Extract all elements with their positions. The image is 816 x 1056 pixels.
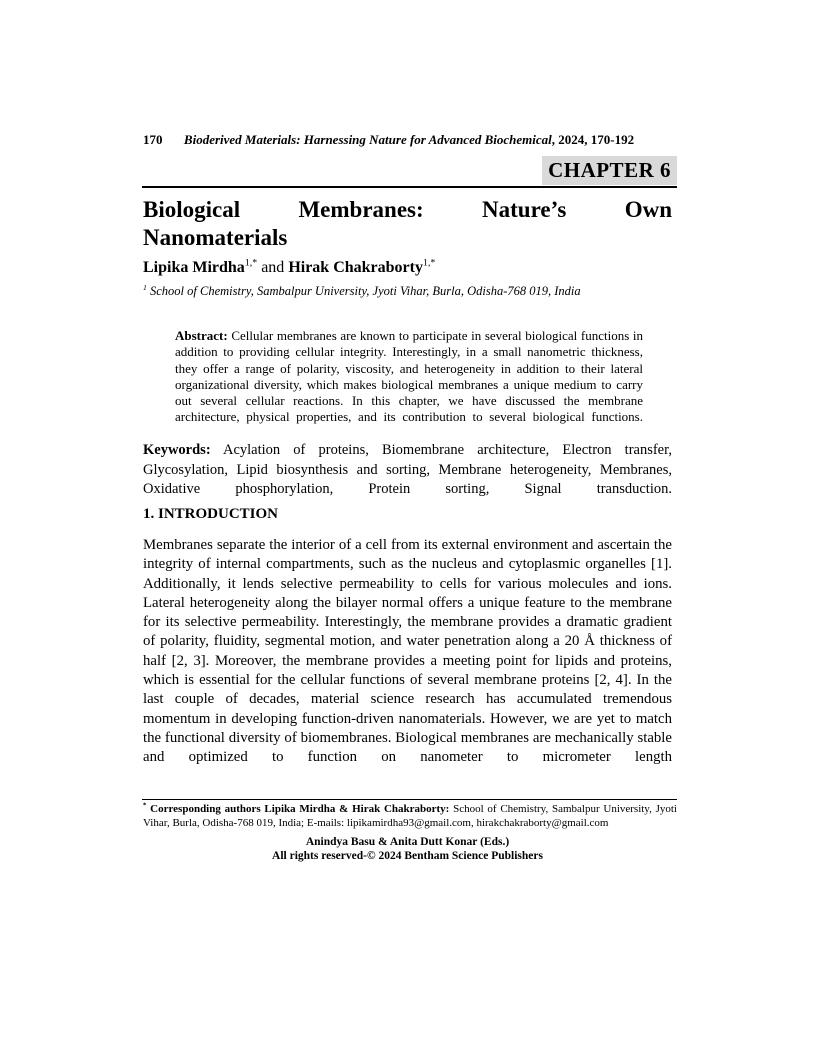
authors-line	[143, 257, 672, 278]
running-header	[141, 132, 677, 150]
chapter-title-line1: Biological Membranes: Nature’s Own	[143, 197, 672, 222]
affiliation-text: School of Chemistry, Sambalpur University, Jyoti Vihar, Burla, Odisha-768 019, India	[146, 284, 581, 298]
publisher-credits	[143, 836, 672, 863]
chapter-title-line2: Nanomaterials	[143, 225, 288, 250]
chapter-title	[143, 196, 672, 252]
running-book-title: Bioderived Materials: Harnessing Nature for Advanced Biochemical	[183, 132, 552, 147]
corresponding-author-footnote	[143, 803, 677, 830]
footnote-rule	[142, 799, 677, 800]
rights-line: All rights reserved-© 2024 Bentham Science Publishers	[272, 849, 543, 862]
keywords-text: Acylation of proteins, Biomembrane architecture, Electron transfer, Glycosylation, Lipid biosynthesis and sorting, Membrane heterogeneity, Membranes, Oxidative phosphorylation, Protein sorting, Signal transduction.	[143, 442, 672, 497]
footnote-text: School of Chemistry, Sambalpur University, Jyoti Vihar, Burla, Odisha-768 019, India; E-mails: lipikamirdha93@gmail.com, hirakchakraborty@gmail.com	[143, 803, 677, 829]
author-sup-1: 1,*	[244, 257, 258, 269]
author-name-2: Hirak Chakraborty	[288, 259, 423, 276]
footnote-label: Corresponding authors Lipika Mirdha & Hirak Chakraborty:	[146, 803, 450, 815]
chapter-banner: CHAPTER 6	[542, 156, 677, 185]
running-book-title-suffix: , 2024, 170-192	[551, 132, 635, 147]
introduction-paragraph: Membranes separate the interior of a cell from its external environment and ascertain the integrity of internal compartments, such as the nucleus and cytoplasmic organelles [1]. Additionally, it lends selective permeability to cells for various molecules and ions. Lateral heterogeneity along the bilayer normal offers a unique feature to the membrane for its selective permeability. Interestingly, the membrane provides a dramatic gradient of polarity, fluidity, segmental motion, and water penetration along a 20 Å thickness of half [2, 3]. Moreover, the membrane provides a meeting point for lipids and proteins, which is essential for the cellular functions of several membrane proteins [2, 4]. In the last couple of decades, material science research has accumulated tremendous momentum in developing function-driven nanomaterials. However, we are yet to match the functional diversity of biomembranes. Biological membranes are mechanically stable and optimized to function on nanometer to micrometer length	[143, 537, 672, 766]
abstract-block	[175, 328, 643, 426]
abstract-label: Abstract:	[175, 328, 228, 343]
affiliation-sup: 1	[143, 282, 147, 292]
editors-line: Anindya Basu & Anita Dutt Konar (Eds.)	[305, 836, 510, 848]
keywords-label: Keywords:	[143, 442, 211, 458]
author-sup-2: 1,*	[422, 257, 436, 269]
footnote-marker: *	[143, 802, 147, 810]
affiliation	[143, 283, 672, 299]
authors-connector: and	[257, 259, 289, 276]
author-name-1: Lipika Mirdha	[143, 259, 245, 276]
keywords-block	[143, 441, 672, 500]
header-rule	[142, 186, 677, 188]
page-number: 170	[143, 132, 163, 147]
section-heading-introduction: 1. INTRODUCTION	[143, 506, 279, 522]
abstract-text: Cellular membranes are known to participate in several biological functions in addition to providing cellular integrity. Interestingly, in a small nanometric thickness, they offer a range of polarity, viscosity, and heterogeneity in addition to their lateral organizational diversity, which makes biological membranes a unique medium to carry out several cellular reactions. In this chapter, we have discussed the membrane architecture, physical properties, and its contribution to several biological functions.	[175, 328, 643, 425]
